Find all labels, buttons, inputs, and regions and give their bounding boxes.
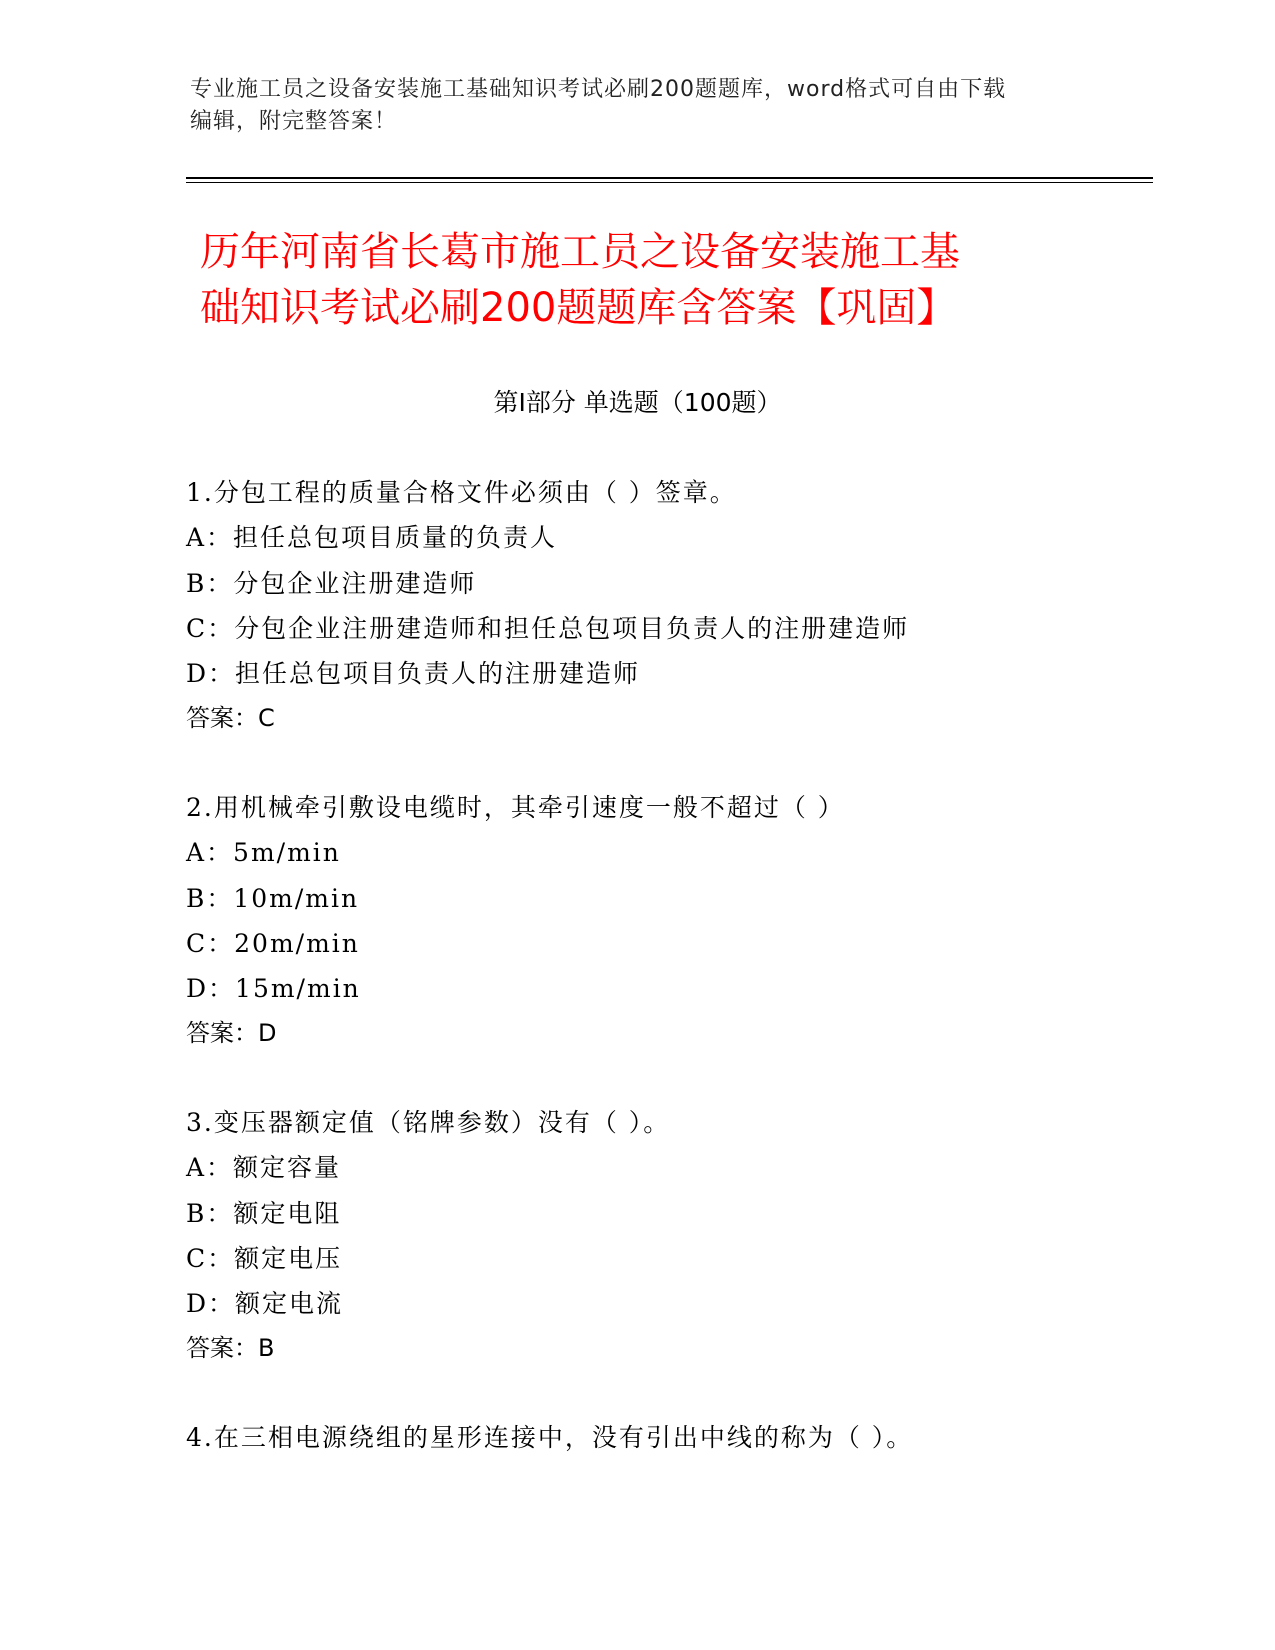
question-option-d: D：额定电流 (186, 1289, 344, 1319)
question-option-a: A：额定容量 (186, 1153, 342, 1183)
header-note-line-2: 编辑，附完整答案！ (190, 109, 398, 134)
question-option-b: B：分包企业注册建造师 (186, 568, 477, 598)
document-title-line-1: 历年河南省长葛市施工员之设备安装施工基 (200, 229, 960, 275)
question-option-c: C：20m/min (186, 928, 360, 958)
section-title: 第Ⅰ部分 单选题（100题） (493, 388, 782, 417)
header-note-line-1: 专业施工员之设备安装施工基础知识考试必刷200题题库，word格式可自由下载 (190, 77, 1007, 102)
question-option-c: C：分包企业注册建造师和担任总包项目负责人的注册建造师 (186, 613, 910, 643)
question-option-c: C：额定电压 (186, 1243, 343, 1273)
header-note (190, 74, 1090, 138)
header-rule-thin (186, 182, 1153, 183)
question-text: 1.分包工程的质量合格文件必须由（ ）签章。 (186, 478, 737, 507)
question-option-d: D：担任总包项目负责人的注册建造师 (186, 659, 641, 689)
question-text: 2.用机械牵引敷设电缆时，其牵引速度一般不超过（ ） (186, 793, 845, 822)
question-answer: 答案：B (186, 1334, 275, 1363)
question-text: 3.变压器额定值（铭牌参数）没有（ ）。 (186, 1108, 671, 1137)
question-option-b: B：10m/min (186, 883, 360, 913)
question-answer: 答案：D (186, 1019, 277, 1048)
question-2 (186, 785, 1186, 1057)
document-title-line-2: 础知识考试必刷200题题库含答案【巩固】 (200, 285, 957, 331)
question-option-a: A：担任总包项目质量的负责人 (186, 523, 558, 553)
question-text: 4.在三相电源绕组的星形连接中，没有引出中线的称为（ ）。 (186, 1423, 914, 1452)
question-3 (186, 1100, 1186, 1372)
question-answer: 答案：C (186, 704, 275, 733)
question-4 (186, 1415, 1186, 1460)
header-rule-thick (186, 177, 1153, 179)
question-option-a: A：5m/min (186, 838, 341, 868)
question-option-d: D：15m/min (186, 974, 361, 1004)
document-title (200, 224, 1100, 336)
question-1 (186, 470, 1186, 742)
question-option-b: B：额定电阻 (186, 1198, 342, 1228)
